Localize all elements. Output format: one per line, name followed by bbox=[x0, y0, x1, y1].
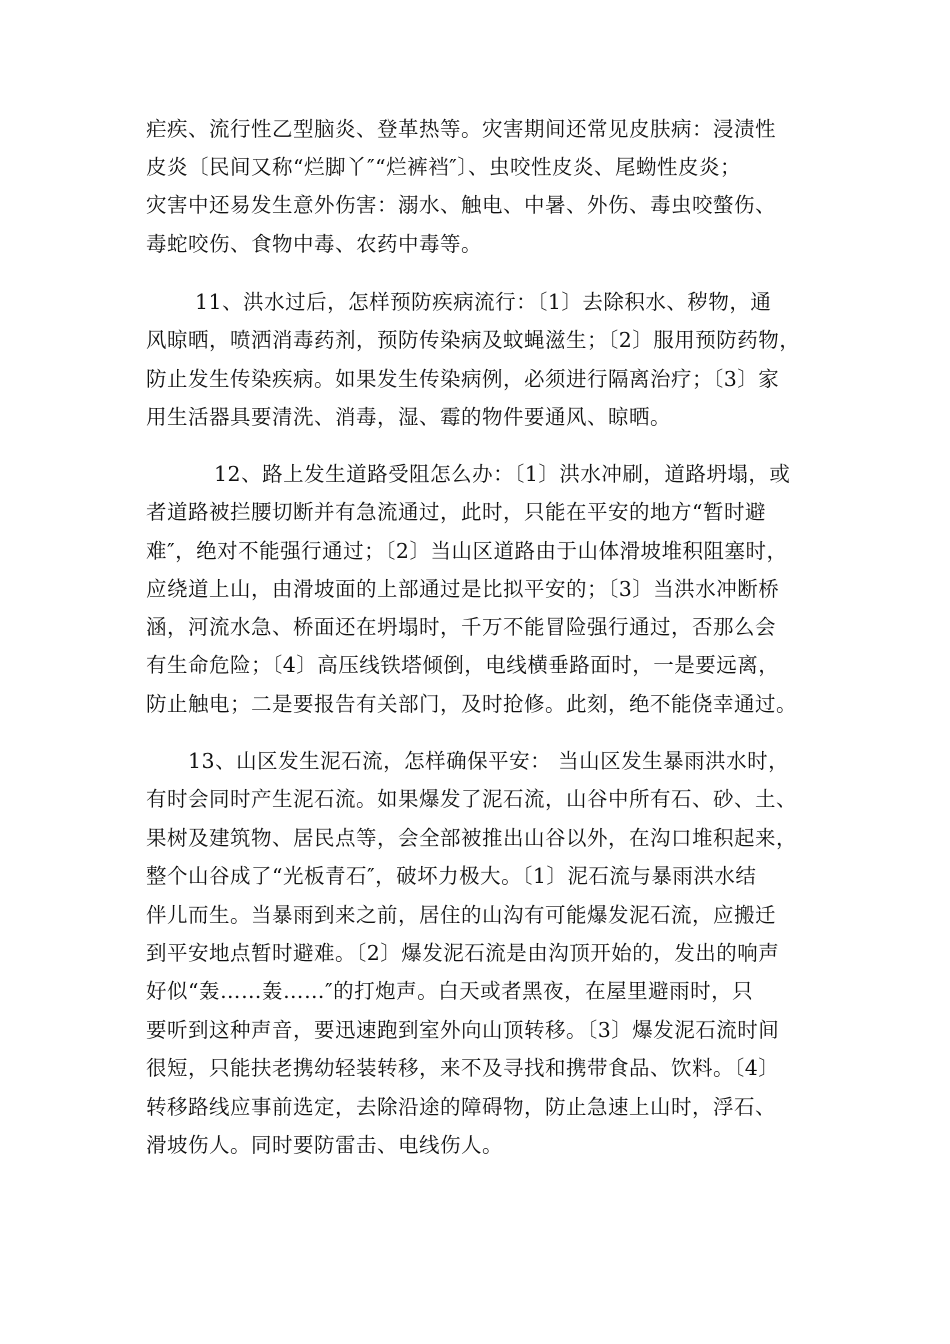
text-line: 到平安地点暂时避难。〔2〕爆发泥石流是由沟顶开始的，发出的响声 bbox=[146, 941, 780, 965]
text-line: 11、洪水过后，怎样预防疾病流行：〔1〕去除积水、秽物，通 bbox=[195, 290, 772, 314]
text-line: 很短，只能扶老携幼轻装转移，来不及寻找和携带食品、饮料。〔4〕 bbox=[146, 1056, 780, 1080]
text-line: 要听到这种声音，要迅速跑到室外向山顶转移。〔3〕爆发泥石流时间 bbox=[146, 1018, 780, 1042]
text-line: 有时会同时产生泥石流。如果爆发了泥石流，山谷中所有石、砂、土、 bbox=[146, 787, 797, 811]
text-line: 用生活器具要清洗、消毒，湿、霉的物件要通风、晾晒。 bbox=[146, 405, 671, 429]
text-line: 整个山谷成了“光板青石″，破坏力极大。〔1〕泥石流与暴雨洪水结 bbox=[146, 864, 757, 888]
text-line: 13、山区发生泥石流，怎样确保平安： 当山区发生暴雨洪水时， bbox=[188, 749, 790, 773]
text-line: 好似“轰……轰……″的打炮声。白天或者黑夜，在屋里避雨时，只 bbox=[146, 979, 754, 1003]
text-line: 果树及建筑物、居民点等，会全部被推出山谷以外，在沟口堆积起来， bbox=[146, 826, 797, 850]
text-line: 疟疾、流行性乙型脑炎、登革热等。灾害期间还常见皮肤病：浸渍性 bbox=[146, 117, 776, 141]
text-line: 滑坡伤人。同时要防雷击、电线伤人。 bbox=[146, 1133, 503, 1157]
text-line: 防止触电；二是要报告有关部门，及时抢修。此刻，绝不能侥幸通过。 bbox=[146, 692, 797, 716]
text-line: 防止发生传染疾病。如果发生传染病例，必须进行隔离治疗；〔3〕家 bbox=[146, 367, 780, 391]
text-line: 者道路被拦腰切断并有急流通过，此时，只能在平安的地方“暂时避 bbox=[146, 500, 766, 524]
text-line: 伴儿而生。当暴雨到来之前，居住的山沟有可能爆发泥石流，应搬迁 bbox=[146, 903, 776, 927]
text-line: 涵，河流水急、桥面还在坍塌时，千万不能冒险强行通过，否那么会 bbox=[146, 615, 776, 639]
text-line: 灾害中还易发生意外伤害：溺水、触电、中暑、外伤、毒虫咬螫伤、 bbox=[146, 193, 776, 217]
text-line: 应绕道上山，由滑坡面的上部通过是比拟平安的；〔3〕当洪水冲断桥 bbox=[146, 577, 780, 601]
text-line: 皮炎〔民间又称“烂脚丫″“烂裤裆″〕、虫咬性皮炎、尾蚴性皮炎； bbox=[146, 155, 742, 179]
text-line: 风晾晒，喷洒消毒药剂，预防传染病及蚊蝇滋生；〔2〕服用预防药物， bbox=[146, 328, 801, 352]
text-line: 难″，绝对不能强行通过；〔2〕当山区道路由于山体滑坡堆积阻塞时， bbox=[146, 539, 788, 563]
text-line: 12、路上发生道路受阻怎么办：〔1〕洪水冲刷，道路坍塌，或 bbox=[214, 462, 791, 486]
text-line: 转移路线应事前选定，去除沿途的障碍物，防止急速上山时，浮石、 bbox=[146, 1095, 776, 1119]
text-line: 毒蛇咬伤、食物中毒、农药中毒等。 bbox=[146, 232, 482, 256]
text-line: 有生命危险；〔4〕高压线铁塔倾倒，电线横垂路面时，一是要远离， bbox=[146, 653, 780, 677]
